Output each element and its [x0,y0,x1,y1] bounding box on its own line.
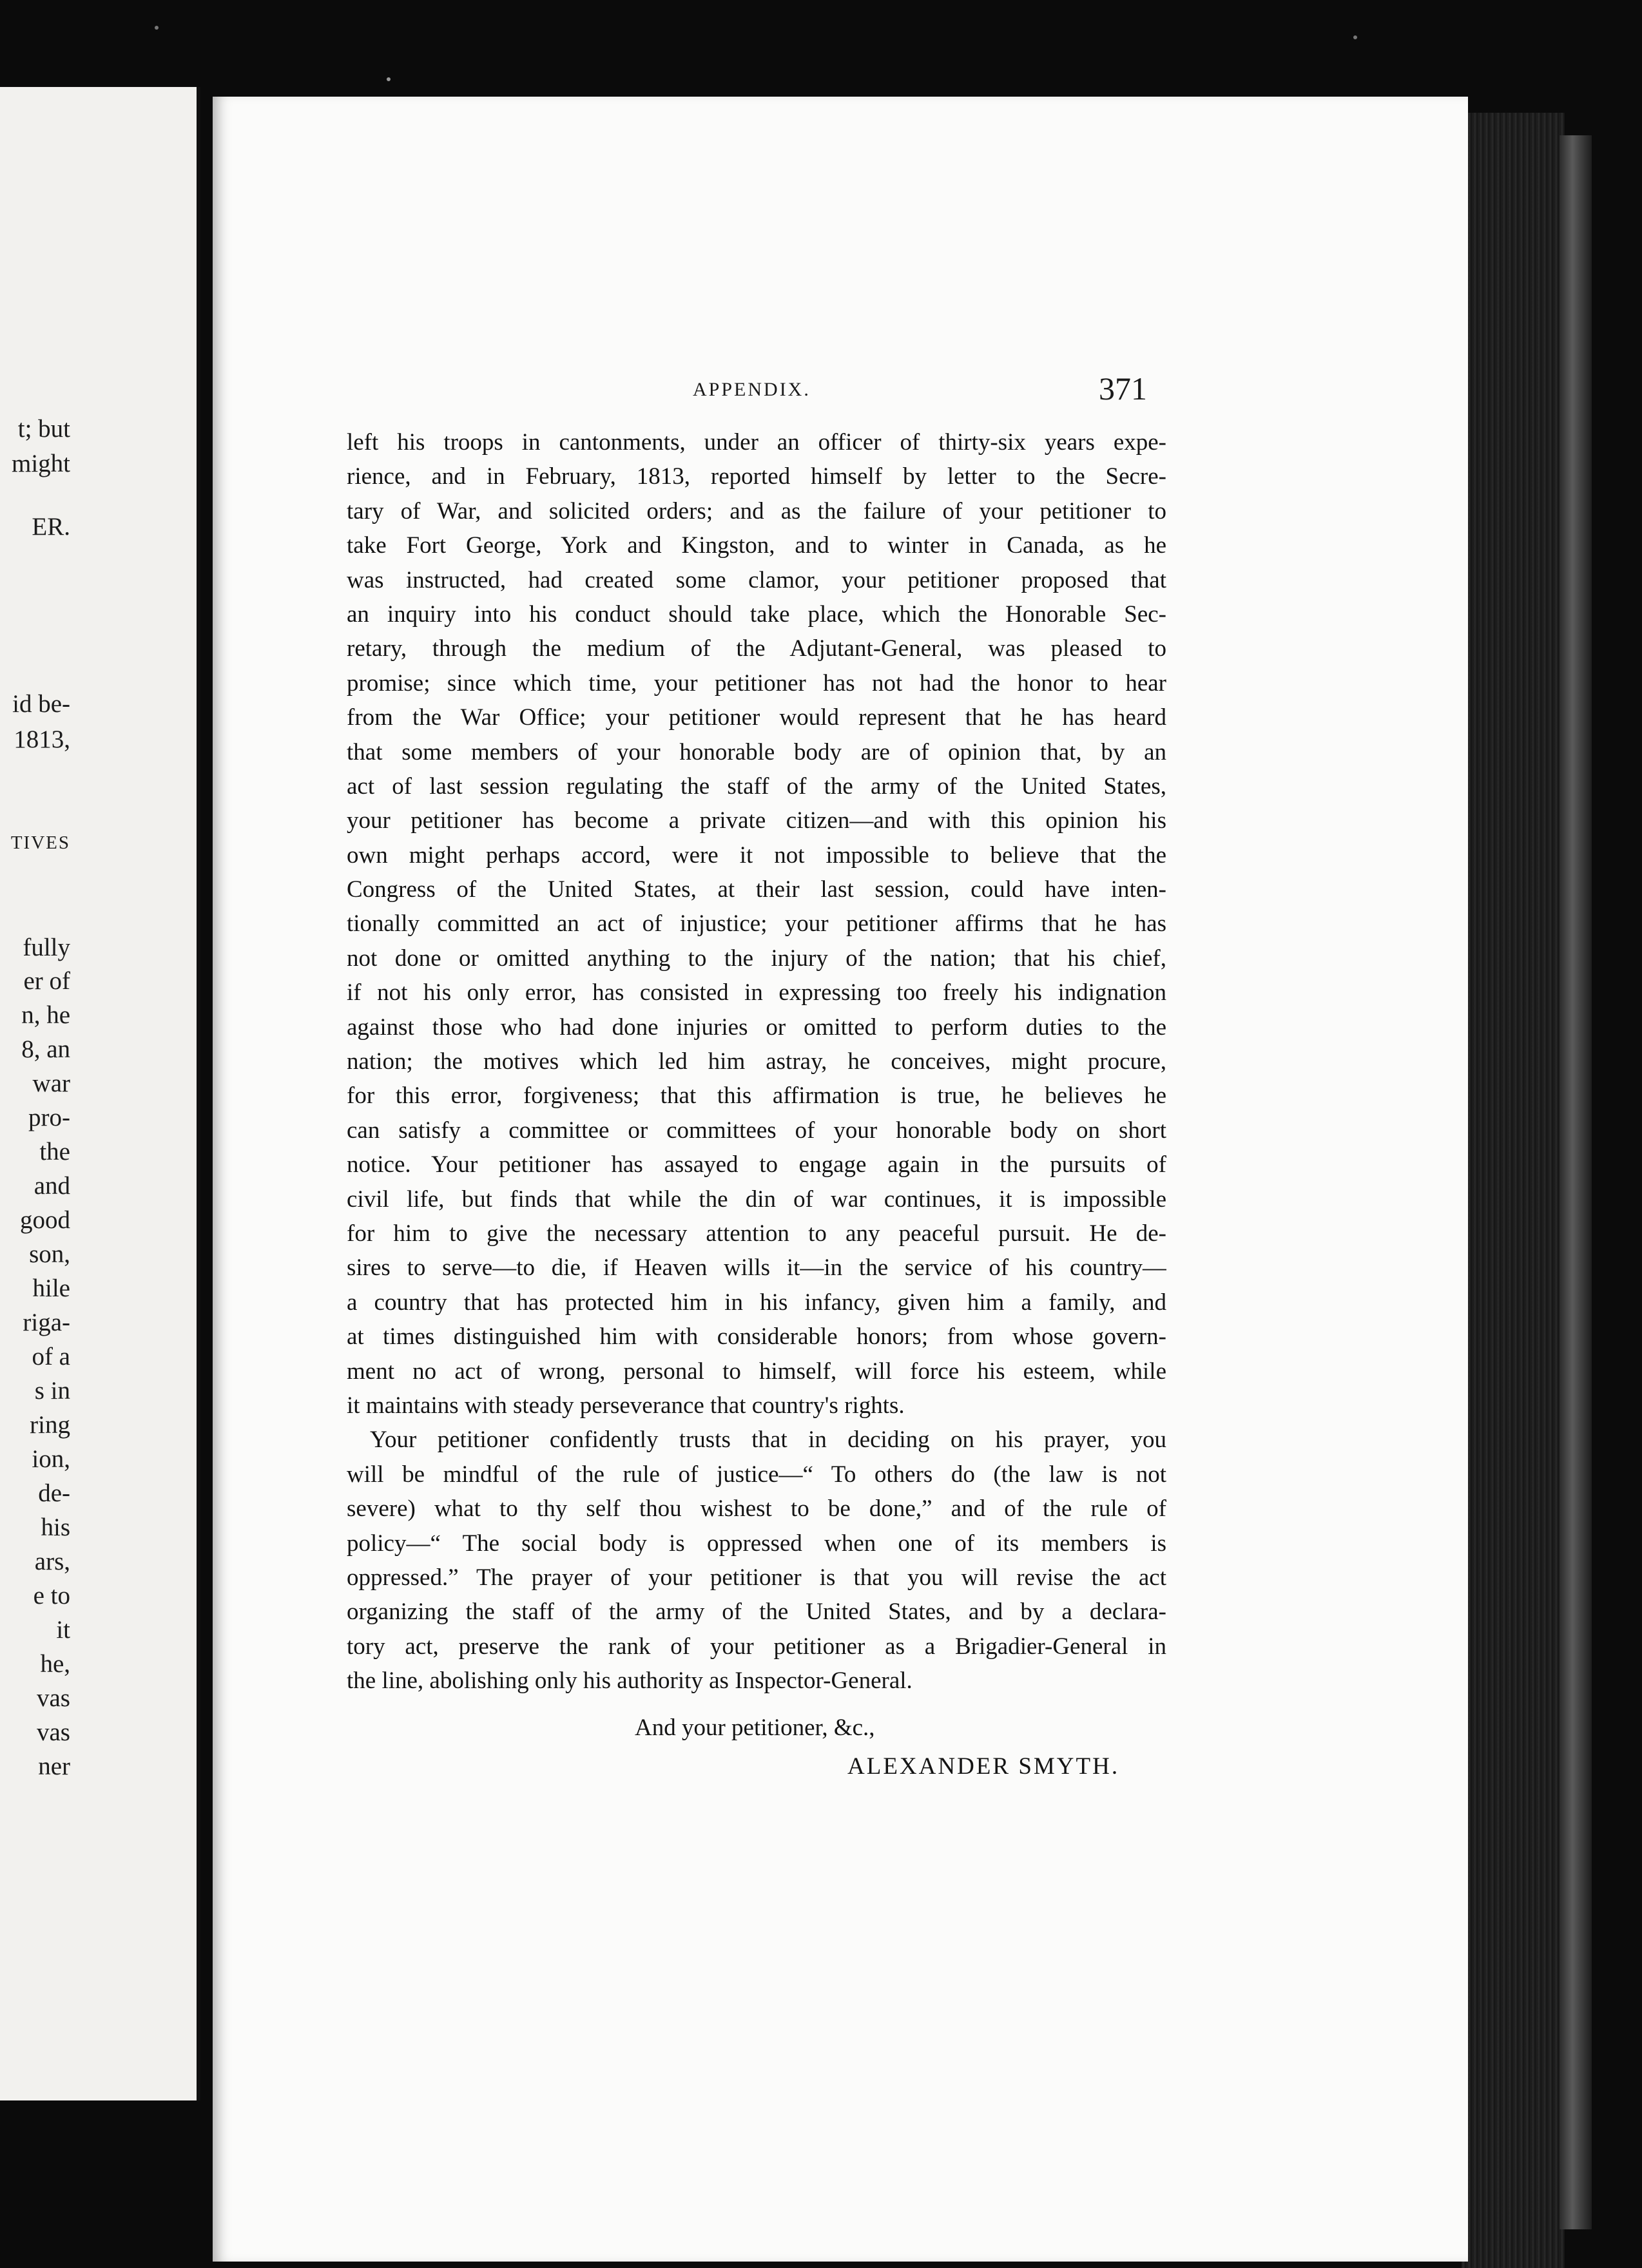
text-line: sires to serve—to die, if Heaven wills it—in the service of his country— [347,1254,1166,1282]
left-fragment: he, [40,1650,70,1678]
left-fragment: TIVES [10,832,70,853]
text-line: oppressed.” The prayer of your petitioner is that you will revise the act [347,1564,1166,1591]
book-edge-highlight [1560,135,1592,2229]
text-line: for this error, forgiveness; that this affirmation is true, he believes he [347,1082,1166,1110]
text-line: Your petitioner confidently trusts that in deciding on his prayer, you [370,1427,1166,1454]
left-fragment: riga- [23,1309,70,1336]
text-line: can satisfy a committee or committees of your honorable body on short [347,1117,1166,1144]
left-fragment: son, [29,1240,70,1268]
left-fragment: 8, an [21,1035,70,1063]
left-fragment: pro- [28,1104,70,1131]
text-line: was instructed, had created some clamor, your petitioner proposed that [347,566,1166,593]
text-line: for him to give the necessary attention to any peaceful pursuit. He de- [347,1220,1166,1247]
text-line: tionally committed an act of injustice; your petitioner affirms that he has [347,910,1166,937]
text-line: it maintains with steady perseverance that country's rights. [347,1392,905,1419]
left-fragment: fully [23,934,70,961]
text-line: Congress of the United States, at their last session, could have inten- [347,876,1166,903]
left-fragment: hile [32,1274,70,1302]
left-fragment: s in [34,1377,70,1405]
left-fragment: ion, [32,1445,70,1473]
previous-page [0,87,200,2100]
left-fragment: vas [37,1684,70,1712]
book-edge [1462,113,1565,2268]
left-fragment: might [11,450,70,477]
body-text [347,425,1166,1698]
left-fragment: er of [23,967,70,995]
text-line: ment no act of wrong, personal to himself, will force his esteem, while [347,1358,1166,1385]
text-line: an inquiry into his conduct should take place, which the Honorable Sec- [347,601,1166,628]
left-fragment: ring [30,1411,70,1439]
left-fragment: vas [37,1718,70,1746]
closing-line: And your petitioner, &c., [635,1715,875,1741]
left-fragment: ars, [34,1548,70,1575]
text-line: promise; since which time, your petitioner has not had the honor to hear [347,669,1166,697]
signature: ALEXANDER SMYTH. [847,1753,1120,1780]
left-fragment: war [32,1070,70,1097]
left-fragment: de- [38,1479,70,1507]
text-line: rience, and in February, 1813, reported himself by letter to the Secre- [347,463,1166,490]
left-fragment: e to [33,1582,70,1610]
text-line: nation; the motives which led him astray, he conceives, might procure, [347,1048,1166,1075]
scan-speck [387,77,391,81]
text-line: a country that has protected him in his infancy, given him a family, and [347,1289,1166,1316]
text-line: from the War Office; your petitioner would represent that he has heard [347,704,1166,731]
text-line: not done or omitted anything to the injury of the nation; that his chief, [347,945,1166,972]
text-line: take Fort George, York and Kingston, and to winter in Canada, as he [347,532,1166,559]
left-fragment: of a [32,1343,70,1370]
text-line: against those who had done injuries or omitted to perform duties to the [347,1014,1166,1041]
text-line: civil life, but finds that while the din of war continues, it is impossible [347,1186,1166,1213]
left-fragment: and [34,1172,70,1200]
scan-speck [155,26,159,30]
text-line: policy—“ The social body is oppressed when one of its members is [347,1530,1166,1557]
text-line: organizing the staff of the army of the United States, and by a declara- [347,1599,1166,1626]
left-fragment: ner [38,1753,70,1780]
text-line: tary of War, and solicited orders; and as the failure of your petitioner to [347,497,1166,524]
left-fragment: ER. [32,513,70,541]
left-fragment: n, he [21,1001,70,1029]
left-fragment: id be- [12,690,70,718]
text-line: own might perhaps accord, were it not impossible to believe that the [347,841,1166,869]
running-head: APPENDIX. [693,379,811,400]
left-fragment: the [39,1138,70,1166]
page-number: 371 [1099,370,1147,407]
text-line: tory act, preserve the rank of your petitioner as a Brigadier-General in [347,1633,1166,1660]
left-fragment: it [56,1616,70,1644]
text-line: left his troops in cantonments, under an officer of thirty-six years expe- [347,429,1166,456]
scan-speck [1353,35,1357,39]
text-line: at times distinguished him with considerable honors; from whose govern- [347,1323,1166,1350]
left-fragment: 1813, [14,726,70,753]
text-line: will be mindful of the rule of justice—“ To others do (the law is not [347,1461,1166,1488]
text-line: retary, through the medium of the Adjutant-General, was pleased to [347,635,1166,662]
text-line: your petitioner has become a private citizen—and with this opinion his [347,807,1166,834]
text-line: the line, abolishing only his authority as Inspector-General. [347,1667,913,1695]
text-line: act of last session regulating the staff of the army of the United States, [347,773,1166,800]
text-line: notice. Your petitioner has assayed to engage again in the pursuits of [347,1151,1166,1178]
left-fragment: good [20,1206,70,1234]
left-fragment: his [41,1514,70,1541]
text-line: severe) what to thy self thou wishest to be done,” and of the rule of [347,1495,1166,1523]
left-fragment: t; but [17,415,70,443]
text-line: that some members of your honorable body are of opinion that, by an [347,738,1166,765]
text-line: if not his only error, has consisted in expressing too freely his indignation [347,979,1166,1006]
